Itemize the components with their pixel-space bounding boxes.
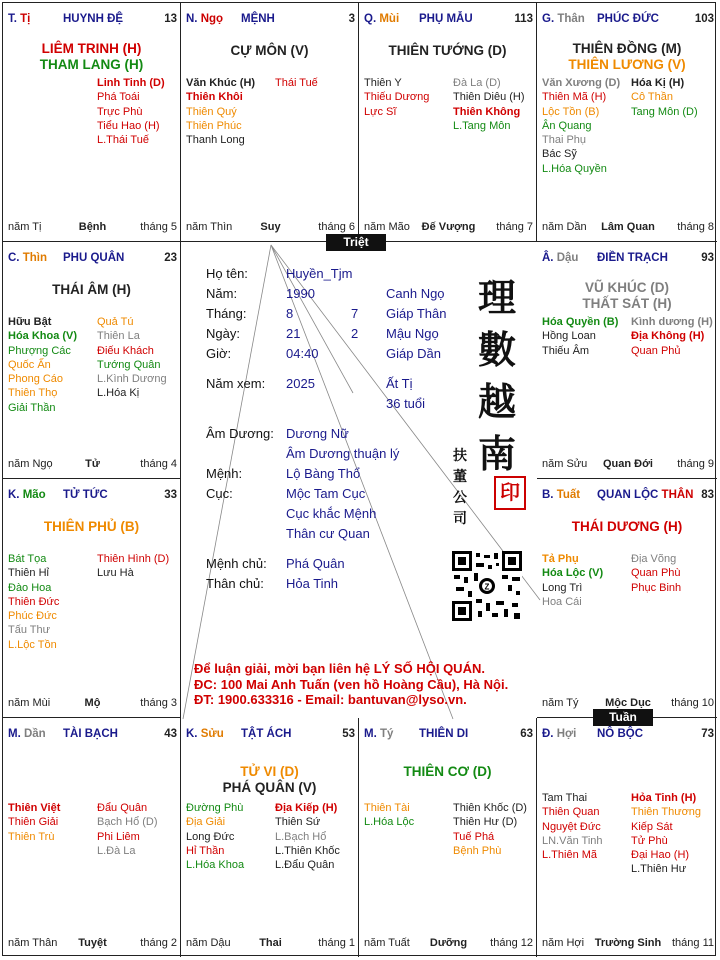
palace-code: Q. Mùi [364,13,400,25]
minor-star: Văn Khúc (H) [186,77,256,89]
palace-code: Đ. Hợi [542,728,577,740]
contact-line: ĐT: 1900.633316 - Email: bantuvan@lyso.vn. [194,692,467,707]
main-star: PHÁ QUÂN (V) [222,780,317,795]
minor-star: Thanh Long [186,134,245,147]
palace-cell-thin[interactable] [3,242,181,479]
palace-age: 63 [520,728,533,740]
minor-star: Hồng Loan [542,330,596,343]
minor-star: Địa Kiếp (H) [275,802,338,814]
info-value: 8 [286,306,294,321]
info-label: Giờ: [206,346,232,361]
palace-year: năm Dần [542,221,587,233]
minor-star: Thiên Giải [8,816,59,829]
palace-code: K. Sửu [186,728,224,740]
info-canchi: Giáp Dần [386,346,441,361]
minor-star: Đường Phù [186,802,244,814]
minor-star: Thiếu Âm [542,344,590,357]
life-stage: Suy [260,221,281,233]
minor-star: Thiên Khôi [186,91,243,104]
minor-star: Đẩu Quân [97,802,148,814]
palace-code: M. Dần [8,728,46,740]
minor-star: Lực Sĩ [364,105,397,118]
palace-cell-tuat[interactable] [537,479,717,718]
contact-line: ĐC: 100 Mai Anh Tuấn (ven hồ Hoàng Cầu), Hà Nội. [194,676,509,692]
main-star: TỬ VI (D) [240,764,299,779]
minor-star: Long Trì [542,581,583,594]
palace-name: HUYNH ĐỆ [63,13,124,25]
main-star: THIÊN PHỦ (B) [43,519,140,534]
info-canchi: Canh Ngọ [386,286,445,301]
minor-star: L.Hóa Lộc [364,816,415,829]
minor-star: Thiên Thọ [8,387,58,400]
palace-age: 3 [348,13,355,25]
calligraphy-logo: 理 數 越 南 [477,275,516,476]
center-info-panel [184,244,540,720]
info-row [206,266,466,284]
palace-year: năm Tuất [364,937,410,949]
minor-star: Địa Không (H) [631,330,705,343]
minor-star: Địa Giải [186,816,226,829]
palace-year: năm Mão [364,221,410,233]
minor-star: Thiên Thương [631,806,702,819]
info-label: Ngày: [206,326,240,341]
info-canchi: Giáp Thân [386,306,447,321]
minor-star: Phá Toái [97,91,140,104]
life-stage: Thai [259,937,282,949]
minor-star: Kình dương (H) [631,316,713,328]
minor-star: LN.Văn Tinh [542,834,603,847]
info-row [206,346,466,364]
minor-star: Địa Võng [631,553,677,565]
info-value: 2025 [286,376,315,391]
qr-code[interactable] [452,551,522,621]
info-row [206,466,466,484]
palace-name: PHÚC ĐỨC [597,13,659,25]
palace-name: PHU QUÂN [63,252,125,264]
minor-star: Thiên Việt [8,802,61,814]
palace-name: THIÊN DI [419,728,469,740]
minor-star: L.Đà La [97,844,136,857]
info-row [206,376,466,394]
minor-star: Hỏa Tinh (H) [631,792,697,804]
minor-star: Hỉ Thần [186,844,225,857]
minor-star: Ân Quang [542,119,592,132]
palace-code: T. Tị [8,13,31,25]
palace-month: tháng 7 [496,221,533,233]
minor-star: Tam Thai [542,792,588,804]
minor-star: Thiên Y [364,77,402,89]
info-value: 04:40 [286,346,319,361]
minor-star: Phúc Đức [8,610,57,623]
minor-star: L.Thiên Hư [631,863,687,876]
palace-month: tháng 1 [318,937,355,949]
palace-month: tháng 6 [318,221,355,233]
minor-star: Tướng Quân [97,358,161,371]
minor-star: Bát Tọa [8,553,47,565]
palace-month: tháng 4 [140,458,177,470]
minor-star: Hóa Khoa (V) [8,330,78,343]
minor-star: Thai Phụ [542,134,587,147]
palace-year: năm Dậu [186,937,231,949]
palace-year: năm Thân [8,937,58,949]
minor-star: Đà La (D) [453,77,501,89]
minor-star: Thiên La [97,330,140,343]
palace-cell-suu[interactable] [181,718,359,957]
palace-name: MỆNH [241,13,275,25]
life-stage: Trường Sinh [594,937,662,949]
main-star: THIÊN CƠ (D) [403,764,492,779]
palace-code: K. Mão [8,489,46,501]
minor-star: Điếu Khách [97,344,154,357]
palace-code: G. Thân [542,13,585,25]
palace-age: 23 [164,252,177,264]
minor-star: L.Thiên Khốc [275,844,340,857]
palace-age: 73 [701,728,714,740]
minor-star: L.Đẩu Quân [275,859,335,872]
life-stage: Mộ [84,697,101,709]
minor-star: Đào Hoa [8,581,52,594]
minor-star: Tang Môn (D) [631,105,698,118]
minor-star: Văn Xương (D) [542,77,621,89]
minor-star: Tấu Thư [8,624,51,637]
info-row [206,576,466,594]
main-star: CỰ MÔN (V) [230,43,309,58]
minor-star: L.Thái Tuế [97,134,149,147]
palace-code: C. Thìn [8,252,47,264]
minor-star: Tả Phụ [542,553,579,565]
minor-star: Thiên Phúc [186,119,242,132]
minor-star: Thiên Trù [8,830,55,843]
palace-year: năm Sửu [542,458,588,470]
palace-code: M. Tý [364,728,394,740]
minor-star: Đại Hao (H) [631,849,690,862]
minor-star: Lưu Hà [97,567,134,580]
info-row [206,306,466,324]
palace-year: năm Ngọ [8,458,53,470]
palace-month: tháng 11 [671,937,714,949]
minor-star: Thiên Hư (D) [453,816,518,829]
minor-star: Quốc Ấn [8,358,51,371]
main-star: LIÊM TRINH (H) [41,41,142,56]
info-value: Âm Dương thuận lý [286,446,400,461]
info-row [206,396,466,414]
palace-month: tháng 12 [490,937,533,949]
palace-year: năm Thìn [186,221,233,233]
main-star: THAM LANG (H) [39,57,144,72]
main-star: THÁI DƯƠNG (H) [571,519,683,534]
main-star: THẤT SÁT (H) [582,296,672,311]
life-stage: Dưỡng [429,937,468,949]
life-stage: Lâm Quan [601,221,655,233]
palace-age: 113 [514,13,533,25]
info-row [206,446,466,464]
minor-star: Hoa Cái [542,595,582,608]
palace-age: 83 [701,489,714,501]
info-value: Hỏa Tinh [286,576,339,591]
info-value: Lộ Bàng Thổ [286,466,361,481]
info-canchi: Mậu Ngọ [386,326,439,341]
life-stage: Tuyệt [78,937,107,949]
palace-month: tháng 8 [677,221,714,233]
horoscope-chart [2,2,716,956]
minor-star: L.Hóa Khoa [186,859,245,872]
minor-star: Bệnh Phù [453,844,502,857]
minor-star: Cô Thần [631,91,673,104]
info-value: Mộc Tam Cục [286,486,366,501]
palace-code: N. Ngọ [186,13,224,25]
info-label: Năm: [206,286,238,301]
minor-star: Phượng Các [8,344,71,357]
info-value: Dương Nữ [286,426,349,441]
palace-name: TỬ TỨC [63,489,108,501]
palace-age: 13 [164,13,177,25]
info-label: Âm Dương: [206,426,274,441]
info-row [206,506,466,524]
info-label: Cục: [206,486,233,501]
minor-star: Trực Phù [97,105,143,118]
palace-year: năm Mùi [8,697,51,709]
palace-month: tháng 9 [677,458,714,470]
tuan-marker: Tuần [593,709,653,726]
palace-cell-than[interactable] [537,3,717,242]
palace-code: B. Tuất [542,489,581,501]
minor-star: Quan Phù [631,567,681,580]
info-label: Tháng: [206,306,247,321]
info-label: Mệnh: [206,466,243,481]
minor-star: Kiếp Sát [631,820,673,833]
palace-name: TÀI BẠCH [63,728,118,740]
life-stage: Tử [85,458,100,470]
info-value: Thân cư Quan [286,526,370,541]
palace-age: 93 [701,252,714,264]
life-stage: Mộc Dục [605,697,651,709]
info-value: Cục khắc Mệnh [286,506,377,521]
minor-star: Thái Tuế [275,77,318,89]
palace-name: NÔ BỘC [597,728,643,740]
contact-line: Để luận giải, mời bạn liên hệ LÝ SỐ HỘI QUÁN. [194,661,485,676]
minor-star: Thiên Khốc (D) [453,802,527,814]
minor-star: Nguyệt Đức [542,820,601,833]
palace-age: 33 [164,489,177,501]
info-row [206,486,466,504]
minor-star: Thiên Đức [8,595,60,608]
main-star: THIÊN TƯỚNG (D) [388,43,507,58]
palace-age: 103 [694,13,714,25]
info-label: Họ tên: [206,266,248,281]
palace-name: ĐIỀN TRẠCH [597,252,668,264]
minor-star: Quan Phủ [631,344,681,357]
minor-star: Thiếu Dương [364,91,430,104]
minor-star: Thiên Mã (H) [542,91,607,104]
palace-month: tháng 5 [140,221,177,233]
info-canchi: 36 tuổi [386,396,426,411]
minor-star: L.Thiên Mã [542,849,598,862]
main-star: THIÊN ĐỒNG (M) [572,41,682,56]
minor-star: Quả Tú [97,316,134,328]
minor-star: Phục Binh [631,581,682,594]
info-row [206,326,466,344]
info-row [206,556,466,574]
minor-star: Thiên Hình (D) [97,553,170,565]
minor-star: L.Hóa Kị [97,387,140,400]
main-star: THÁI ÂM (H) [52,282,131,297]
minor-star: L.Kình Dương [97,373,167,386]
life-stage: Đế Vượng [421,221,476,233]
palace-year: năm Tị [8,221,42,233]
palace-age: 53 [342,728,355,740]
info-value: 21 [286,326,301,341]
contact-info [194,661,508,708]
minor-star: Tuế Phá [453,830,495,843]
minor-star: Hóa Lộc (V) [542,567,604,580]
palace-cell-dan[interactable] [3,718,181,957]
info-row [206,526,466,544]
minor-star: Thiên Tài [364,802,410,814]
calligraphy-side-text: 扶 董 公 司 [453,448,467,527]
palace-name: TẬT ÁCH [241,728,292,740]
palace-cell-mao[interactable] [3,479,181,718]
minor-star: Phi Liêm [97,830,140,843]
red-seal-stamp: 印 [494,476,526,510]
main-star: VŨ KHÚC (D) [585,280,669,295]
minor-star: Tiểu Hao (H) [97,119,160,132]
info-lunar: 2 [351,326,359,341]
info-value: Phá Quân [286,556,345,571]
palace-name: PHỤ MẪU [419,13,473,25]
life-stage: Quan Đới [603,458,653,470]
minor-star: Thiên Quý [186,105,237,118]
palace-month: tháng 3 [140,697,177,709]
minor-star: L.Hóa Quyền [542,162,607,175]
palace-name: QUAN LỘC THÂN [597,489,694,501]
minor-star: Thiên Diêu (H) [453,91,525,104]
minor-star: Tử Phù [631,834,668,847]
info-lunar: 7 [351,306,359,321]
palace-cell-ty[interactable] [359,718,537,957]
minor-star: Thiên Không [453,105,521,118]
info-value: Huyền_Tjm [286,266,353,281]
main-star: THIÊN LƯƠNG (V) [568,57,686,72]
palace-cell-ngo[interactable] [181,3,359,242]
info-row [206,286,466,304]
minor-star: Hóa Kị (H) [631,77,685,89]
palace-code: Â. Dậu [542,252,579,264]
palace-cell-mui[interactable] [359,3,537,242]
info-label: Năm xem: [206,376,266,391]
info-label: Thân chủ: [206,576,264,591]
minor-star: Lộc Tồn (B) [542,105,600,118]
triet-marker: Triệt [326,234,386,251]
minor-star: L.Tang Môn [453,119,511,132]
palace-cell-hoi[interactable] [537,718,717,957]
minor-star: Linh Tinh (D) [97,77,165,89]
info-label: Mệnh chủ: [206,556,267,571]
minor-star: Thiên Quan [542,806,600,819]
than-marker: THÂN [661,489,694,501]
svg-text:Z: Z [484,582,490,592]
life-stage: Bệnh [78,221,107,233]
minor-star: Hóa Quyền (B) [542,316,619,328]
minor-star: L.Bạch Hổ [275,830,327,843]
palace-cell-dau[interactable] [537,242,717,479]
minor-star: Bạch Hổ (D) [97,816,158,829]
info-canchi: Ất Tị [386,376,413,391]
minor-star: Hữu Bật [8,316,52,328]
info-value: 1990 [286,286,315,301]
minor-star: Long Đức [186,830,235,843]
minor-star: Thiên Sứ [275,816,321,829]
palace-year: năm Hợi [542,937,585,949]
palace-month: tháng 2 [140,937,177,949]
minor-star: Phong Cáo [8,373,64,386]
palace-year: năm Tý [542,697,579,709]
minor-star: L.Lộc Tồn [8,638,57,651]
minor-star: Bác Sỹ [542,148,577,161]
minor-star: Thiên Hỉ [8,567,49,580]
info-row [206,426,466,444]
palace-cell-ti[interactable] [3,3,181,242]
palace-month: tháng 10 [671,697,714,709]
minor-star: Giải Thần [8,401,56,414]
palace-age: 43 [164,728,177,740]
